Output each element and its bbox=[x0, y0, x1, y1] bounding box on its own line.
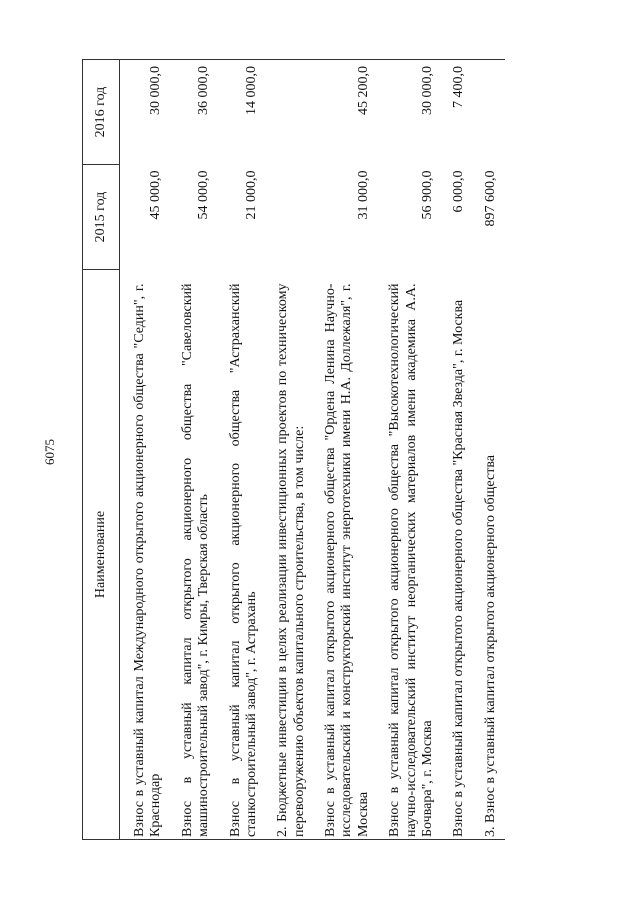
row-value-2016 bbox=[266, 60, 314, 165]
row-name: Взнос в уставный капитал открытого акционерного общества "Савеловский машиностроительный завод", г. Кимры, Тверская область bbox=[171, 270, 219, 840]
header-name: Наименование bbox=[83, 270, 120, 840]
table-row bbox=[474, 60, 505, 840]
row-name: Взнос в уставный капитал Международного открытого акционерного общества "Седин", г. Краснодар bbox=[120, 270, 171, 840]
row-value-2016: 30 000,0 bbox=[378, 60, 442, 165]
table-header-row bbox=[83, 60, 120, 840]
row-name: Взнос в уставный капитал открытого акционерного общества "Астраханский станкостроительный завод", г. Астрахань bbox=[219, 270, 267, 840]
table-row bbox=[266, 60, 314, 840]
row-name: 3. Взнос в уставный капитал открытого акционерного общества bbox=[474, 270, 505, 840]
row-name: Взнос в уставный капитал открытого акционерного общества "Красная Звезда", г. Москва bbox=[442, 270, 473, 840]
row-name: 2. Бюджетные инвестиции в целях реализации инвестиционных проектов по техническому перевооружению объектов капитального строительства, в том числе: bbox=[266, 270, 314, 840]
row-value-2016: 45 200,0 bbox=[314, 60, 378, 165]
row-name: Взнос в уставный капитал открытого акционерного общества "Высокотехнологический научно-исследовательский институт неорганических материалов имени академика А.А. Бочвара", г. Москва bbox=[378, 270, 442, 840]
header-2016: 2016 год bbox=[83, 60, 120, 165]
row-value-2015: 56 900,0 bbox=[419, 170, 435, 220]
row-value-2015: 31 000,0 bbox=[355, 170, 371, 220]
table-row bbox=[378, 60, 442, 840]
table-row bbox=[171, 60, 219, 840]
table-row bbox=[219, 60, 267, 840]
row-value-2015: 54 000,0 bbox=[196, 170, 212, 220]
row-name: Взнос в уставный капитал открытого акционерного общества "Ордена Ленина Научно-исследовательский и конструкторский институт энерготехники имени Н.А. Доллежаля", г. Москва bbox=[314, 270, 378, 840]
row-value-2016: 30 000,0 bbox=[120, 60, 171, 165]
table-row bbox=[314, 60, 378, 840]
row-value-2015: 6 000,0 bbox=[451, 170, 467, 213]
row-value-2016: 7 400,0 bbox=[442, 60, 473, 165]
row-value-2015: 45 000,0 bbox=[148, 170, 164, 220]
row-value-2015 bbox=[266, 165, 314, 270]
rotated-table-region bbox=[82, 60, 597, 840]
row-value-2016: 36 000,0 bbox=[171, 60, 219, 165]
row-value-2015: 897 600,0 bbox=[482, 170, 498, 227]
table-row bbox=[120, 60, 171, 840]
header-2015: 2015 год bbox=[83, 165, 120, 270]
row-value-2016 bbox=[474, 60, 505, 165]
row-value-2015: 21 000,0 bbox=[243, 170, 259, 220]
page-number: 6075 bbox=[42, 439, 57, 465]
row-value-2016: 14 000,0 bbox=[219, 60, 267, 165]
table-row bbox=[442, 60, 473, 840]
budget-table bbox=[82, 59, 505, 840]
